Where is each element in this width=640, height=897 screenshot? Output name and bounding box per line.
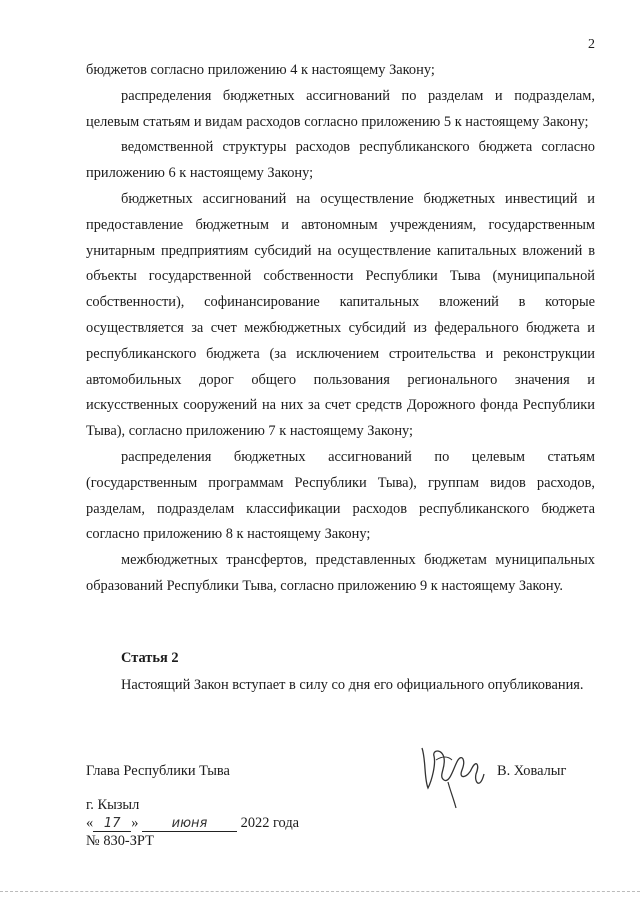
signer-title: Глава Республики Тыва xyxy=(86,763,230,779)
paragraph: распределения бюджетных ассигнований по разделам и подразделам, целевым статьям и видам расходов согласно приложению 5 к настоящему Закону; xyxy=(86,87,595,130)
article-heading: Статья 2 xyxy=(121,650,179,666)
date-year: 2022 года xyxy=(240,815,300,831)
law-number: № 830-ЗРТ xyxy=(86,833,154,849)
paragraph: бюджетов согласно приложению 4 к настоящему Закону; xyxy=(86,62,435,78)
paragraph: ведомственной структуры расходов республиканского бюджета согласно приложению 6 к настоящему Закону; xyxy=(86,139,595,182)
article-text: Настоящий Закон вступает в силу со дня его официального опубликования. xyxy=(121,677,584,693)
law-body-text xyxy=(86,58,595,600)
paragraph: межбюджетных трансфертов, представленных бюджетам муниципальных образований Республики Тыва, согласно приложению 9 к настоящему Закону. xyxy=(86,552,595,594)
article-text-block xyxy=(86,673,595,699)
date-month: июня xyxy=(142,816,237,832)
page-number: 2 xyxy=(588,37,595,52)
paragraph: распределения бюджетных ассигнований по целевым статьям (государственным программам Республики Тыва), группам видов расходов, разделам, подразделам классификации расходов республиканского бюджета согласно приложению 8 к настоящему Закону; xyxy=(86,448,595,543)
quote-open: « xyxy=(86,815,94,831)
date-day: 17 xyxy=(93,816,131,832)
quote-close: » xyxy=(131,815,139,831)
signer-name: В. Ховалыг xyxy=(497,763,567,779)
paragraph: бюджетных ассигнований на осуществление бюджетных инвестиций и предоставление бюджетным и автономным учреждениям, государственным унитарным предприятиям субсидий на осуществление капитальных вложений в объекты государственной собственности Республики Тыва (муниципальной собственности), софинансирование капитальных вложений в которые осуществляется за счет межбюджетных субсидий из федерального бюджета и республиканского бюджета (за исключением строительства и реконструкции автомобильных дорог общего пользования регионального значения и искусственных сооружений на них за счет средств Дорожного фонда Республики Тыва), согласно приложению 7 к настоящему Закону; xyxy=(86,190,595,440)
handwritten-signature xyxy=(414,730,494,815)
signing-place: г. Кызыл xyxy=(86,797,140,813)
page-edge-divider xyxy=(0,891,640,892)
signing-date xyxy=(86,815,299,832)
